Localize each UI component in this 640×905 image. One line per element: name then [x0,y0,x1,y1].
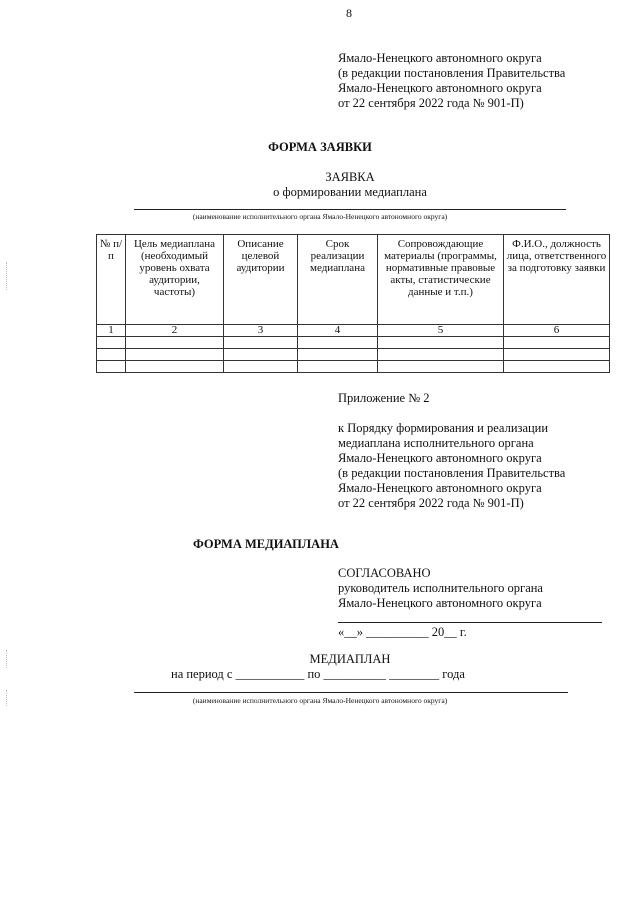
signature-line [338,622,602,623]
top-block [338,51,565,111]
period-line: на период с ___________ по __________ ________ года [171,667,465,681]
appendix-line: (в редакции постановления Правительства [338,466,566,480]
table-cell[interactable] [504,337,610,349]
number-cell: 5 [378,325,504,337]
table-cell[interactable] [298,361,378,373]
appendix-block [338,421,565,511]
header-cell: Сопровождающие материалы (программы, нормативные правовые акты, статистические данные и т.п.) [378,235,504,325]
number-cell: 2 [126,325,224,337]
header-cell: Цель медиаплана (необходимый уровень охвата аудитории, частоты) [126,235,224,325]
table-cell[interactable] [97,337,126,349]
request-subtitle: о формировании медиаплана [273,185,427,199]
table-row [97,349,610,361]
table-cell[interactable] [298,349,378,361]
table-cell[interactable] [298,337,378,349]
header-cell: Ф.И.О., должность лица, ответственного за подготовку заявки [504,235,610,325]
top-block-line: Ямало-Ненецкого автономного округа [338,81,542,95]
page-number: 8 [346,6,352,20]
table-cell[interactable] [224,349,298,361]
approval-title: СОГЛАСОВАНО [338,566,431,580]
appendix-line: Ямало-Ненецкого автономного округа [338,451,542,465]
table-cell[interactable] [97,349,126,361]
appendix-title: Приложение № 2 [338,391,430,405]
appendix-line: от 22 сентября 2022 года № 901-П) [338,496,524,510]
request-title: ЗАЯВКА [325,170,375,184]
appendix-line: к Порядку формирования и реализации [338,421,549,435]
request-table [96,234,610,373]
header-cell: № п/п [97,235,126,325]
org-name-caption: (наименование исполнительного органа Ямало-Ненецкого автономного округа) [192,696,448,705]
top-block-line: (в редакции постановления Правительства [338,66,566,80]
form-mediaplan-heading: ФОРМА МЕДИАПЛАНА [193,537,339,551]
table-cell[interactable] [126,349,224,361]
table-cell[interactable] [504,349,610,361]
table-cell[interactable] [97,361,126,373]
table-cell[interactable] [224,337,298,349]
number-cell: 4 [298,325,378,337]
top-block-line: Ямало-Ненецкого автономного округа [338,51,542,65]
table-cell[interactable] [126,337,224,349]
approval-line: Ямало-Ненецкого автономного округа [338,596,542,610]
number-cell: 3 [224,325,298,337]
table-cell[interactable] [126,361,224,373]
mediaplan-title: МЕДИАПЛАН [309,652,391,666]
table-cell[interactable] [378,349,504,361]
table-cell[interactable] [378,361,504,373]
approval-date: «__» __________ 20__ г. [338,625,467,639]
table-number-row [97,325,610,337]
header-cell: Описание целевой аудитории [224,235,298,325]
org-name-line [134,209,566,210]
table-cell[interactable] [504,361,610,373]
top-block-line: от 22 сентября 2022 года № 901-П) [338,96,524,110]
appendix-line: медиаплана исполнительного органа [338,436,534,450]
table-row [97,361,610,373]
table-header-row [97,235,610,325]
approval-line: руководитель исполнительного органа [338,581,543,595]
number-cell: 6 [504,325,610,337]
appendix-line: Ямало-Ненецкого автономного округа [338,481,542,495]
header-cell: Срок реализации медиаплана [298,235,378,325]
table-cell[interactable] [378,337,504,349]
approval-block [338,566,543,611]
margin-mark [6,262,8,290]
number-cell: 1 [97,325,126,337]
table-cell[interactable] [224,361,298,373]
org-name-line [134,692,568,693]
table-row [97,337,610,349]
form-request-heading: ФОРМА ЗАЯВКИ [268,140,372,154]
org-name-caption: (наименование исполнительного органа Ямало-Ненецкого автономного округа) [192,212,448,221]
